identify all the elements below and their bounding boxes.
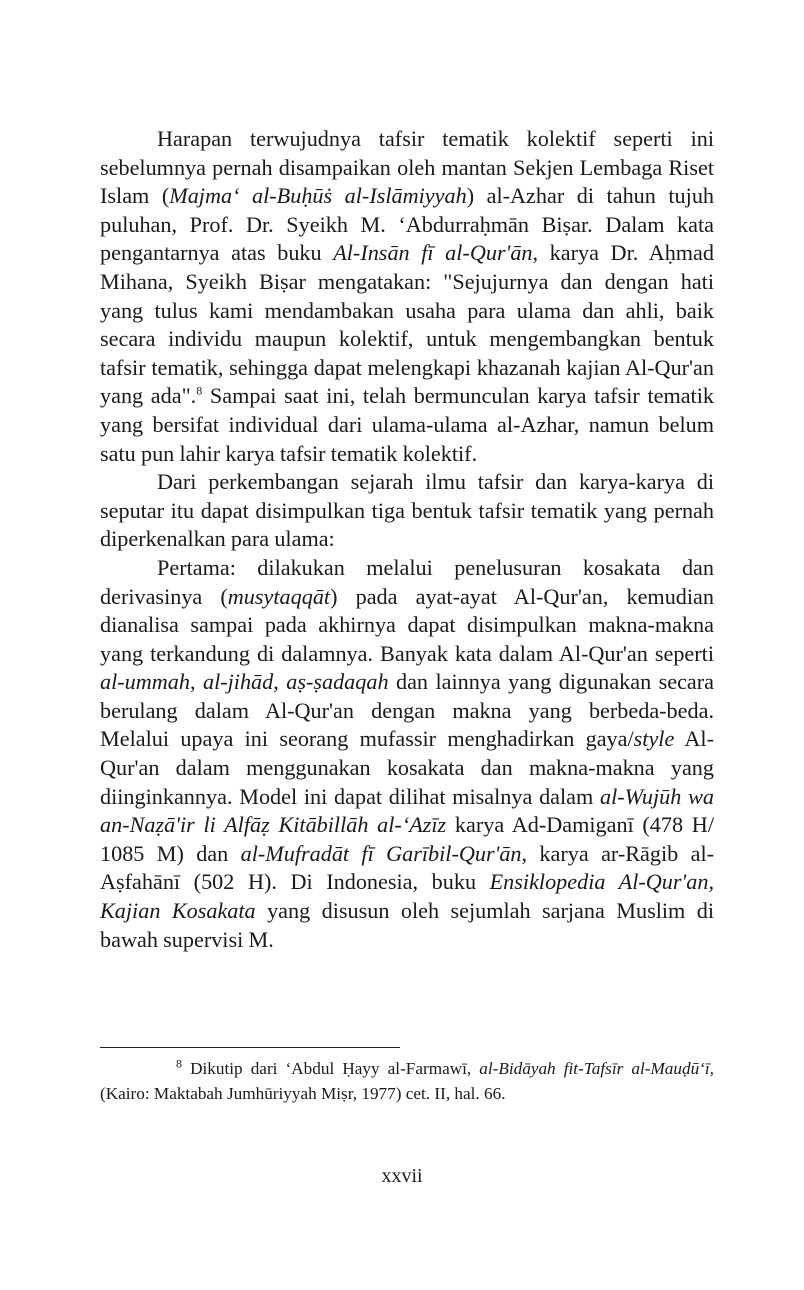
- text-run: Pertama: dilakukan melalui penelusuran kosakata dan derivasinya (: [100, 554, 714, 609]
- footnote-reference: 8: [176, 1056, 182, 1071]
- italic-title: al-ummah: [100, 669, 190, 695]
- text-run: yang disusun oleh sejumlah sarjana Muslim di bawah supervisi M.: [100, 898, 714, 952]
- text-run: ) al-Azhar di tahun tujuh puluhan, Prof. Dr. Syeikh M. ‘Abdurraḥmān Biṣar. Dalam kata pengantarnya atas buku: [100, 183, 715, 266]
- paragraph-2: [100, 468, 714, 554]
- text-run: (Kairo: Maktabah Jumhūriyyah Miṣr, 1977) cet. II, hal. 66.: [100, 1084, 506, 1103]
- italic-title: Al-Insān fī al-Qur'ān: [333, 240, 533, 266]
- text-run: Dari perkembangan sejarah ilmu tafsir dan karya-karya di seputar itu dapat disimpulkan tiga bentuk tafsir tematik yang pernah diperkenalkan para ulama:: [100, 469, 714, 552]
- text-run: Dikutip dari ‘Abdul Ḥayy al-Farmawī,: [182, 1059, 480, 1078]
- text-run: Sampai saat ini, telah bermunculan karya tafsir tematik yang bersifat individual dari ulama-ulama al-Azhar, namun belum satu pun lahir karya tafsir tematik kolektif.: [100, 383, 714, 466]
- footnote-8: [100, 1056, 714, 1106]
- text-run: Harapan terwujudnya tafsir tematik kolektif seperti ini sebelumnya pernah disampaikan oleh mantan Sekjen Lembaga Riset Islam (: [100, 126, 714, 209]
- page-body: [100, 125, 714, 954]
- italic-title: aṣ-ṣadaqah: [286, 669, 389, 695]
- italic-title: style: [633, 726, 675, 752]
- text-run: karya Ad-Damiganī (478 H/ 1085 M) dan: [100, 812, 714, 866]
- text-run: dan lainnya yang digunakan secara berulang dalam Al-Qur'an dengan makna yang berbeda-beda. Melalui upaya ini seorang mufassir menghadirkan gaya/: [100, 669, 715, 752]
- text-run: ,: [189, 669, 203, 695]
- italic-title: Majma‘ al-Buḥūṡ al-Islāmiyyah: [169, 183, 467, 209]
- page-number: xxvii: [381, 1165, 423, 1187]
- italic-title: al-jihād: [202, 669, 274, 695]
- footnote-divider: [100, 1047, 400, 1048]
- text-run: ,: [273, 669, 287, 695]
- text-run: Al-Qur'an dalam menggunakan kosakata dan makna-makna yang diinginkannya. Model ini dapat dilihat misalnya dalam: [100, 726, 714, 809]
- text-run: , karya ar-Rāgib al-Aṣfahānī (502 H). Di Indonesia, buku: [100, 840, 714, 895]
- italic-title: musytaqqāt: [227, 583, 331, 609]
- text-run: , karya Dr. Aḥmad Mihana, Syeikh Biṣar mengatakan: "Sejujurnya dan dengan hati yang tulus kami mendambakan usaha para ulama dan ahli, baik secara individu maupun kolektif, untuk mengembangkan bentuk tafsir tematik, sehingga dapat melengkapi khazanah kajian Al-Qur'an yang ada".: [100, 240, 714, 409]
- italic-title: Ensiklopedia Al-Qur'an, Kajian Kosakata: [100, 869, 714, 924]
- paragraph-3: [100, 554, 714, 954]
- italic-title: al-Wujūh wa an-Naẓā'ir li Alfāẓ Kitābillāh al-‘Azīz: [100, 783, 714, 838]
- text-run: ) pada ayat-ayat Al-Qur'an, kemudian dianalisa sampai pada akhirnya dapat disimpulkan makna-makna yang terkandung di dalamnya. Banyak kata dalam Al-Qur'an seperti: [100, 583, 714, 666]
- footnote-reference: 8: [196, 383, 203, 398]
- italic-title: al-Bidāyah fit-Tafsīr al-Mauḍū‘ī,: [479, 1059, 714, 1078]
- paragraph-1: [100, 125, 714, 468]
- italic-title: al-Mufradāt fī Garībil-Qur'ān: [240, 840, 522, 866]
